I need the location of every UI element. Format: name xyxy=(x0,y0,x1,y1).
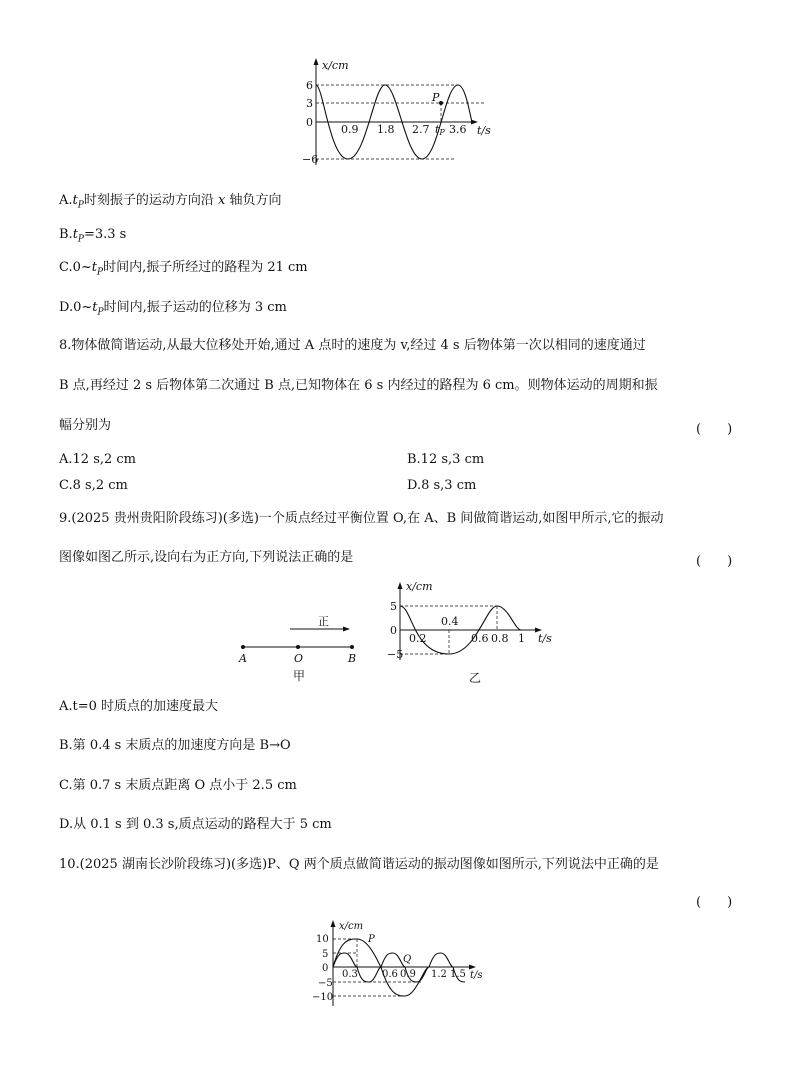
label-p: P xyxy=(368,934,375,945)
q7-option-d: $D.0\sim t_P$时间内,振子运动的位移为 3 cm xyxy=(59,300,287,318)
q8-option-a: A.12 s,2 cm xyxy=(59,452,137,467)
y-axis-label: x/cm xyxy=(322,59,349,72)
q10-line-1: 10.(2025 湖南长沙阶段练习)(多选)P、Q 两个质点做简谐运动的振动图像如图所示,下列说法中正确的是 xyxy=(59,857,659,872)
caption-yi: 乙 xyxy=(469,671,482,685)
x-tick-0.4: 0.4 xyxy=(441,615,459,628)
y-tick-10: 10 xyxy=(316,934,329,945)
x-tick-1.8: 1.8 xyxy=(377,123,395,136)
q8-option-d: D.8 s,3 cm xyxy=(407,478,477,493)
caption-jia: 甲 xyxy=(293,669,306,683)
label-a: A xyxy=(239,652,247,665)
label-b: B xyxy=(348,652,357,665)
q7-option-a: $A.t_P$时刻振子的运动方向沿 x 轴负方向 xyxy=(59,193,282,211)
y-tick-0: 0 xyxy=(390,624,397,637)
y-axis-label: x/cm xyxy=(406,580,433,593)
q8-option-c: C.8 s,2 cm xyxy=(59,478,128,493)
q9-line-2: 图像如图乙所示,设向右为正方向,下列说法正确的是 xyxy=(59,550,354,565)
positive-label: 正 xyxy=(318,615,329,628)
q9-option-a: A.t=0 时质点的加速度最大 xyxy=(59,699,219,714)
label-o: O xyxy=(294,652,304,665)
q8-line-3: 幅分别为 xyxy=(59,418,112,433)
x-tick-0.6: 0.6 xyxy=(382,969,398,980)
q9-answer-paren: ( ) xyxy=(696,554,733,569)
y-axis-label: x/cm xyxy=(339,921,364,932)
y-tick-minus5: −5 xyxy=(318,978,333,989)
x-tick-0.2: 0.2 xyxy=(409,632,427,645)
y-tick-6: 6 xyxy=(306,79,313,92)
x-tick-0.6: 0.6 xyxy=(471,632,489,645)
y-axis-arrow xyxy=(331,920,336,927)
y-tick-minus5: −5 xyxy=(387,648,404,661)
y-tick-0: 0 xyxy=(322,963,329,974)
y-tick-5: 5 xyxy=(322,949,329,960)
y-tick-minus6: −6 xyxy=(302,153,319,166)
x-tick-2.7: 2.7 xyxy=(412,123,430,136)
q9-option-b: B.第 0.4 s 末质点的加速度方向是 B→O xyxy=(59,738,291,753)
y-tick-5: 5 xyxy=(390,600,397,613)
x-tick-0.8: 0.8 xyxy=(491,632,509,645)
x-tick-1.5: 1.5 xyxy=(450,969,466,980)
q8-line-1: 8.物体做简谐运动,从最大位移处开始,通过 A 点时的速度为 v,经过 4 s 后物体第一次以相同的速度通过 xyxy=(59,338,646,353)
figure-yi xyxy=(0,570,794,690)
x-axis-arrow xyxy=(469,965,476,970)
figure-x-t-graph-q7 xyxy=(0,0,794,180)
q9-line-1: 9.(2025 贵州贵阳阶段练习)(多选)一个质点经过平衡位置 O,在 A、B 间做简谐运动,如图甲所示,它的振动 xyxy=(59,511,664,526)
x-axis-label: t/s xyxy=(477,124,491,137)
x-tick-3.6: 3.6 xyxy=(449,123,467,136)
q9-option-d: D.从 0.1 s 到 0.3 s,质点运动的路程大于 5 cm xyxy=(59,817,332,832)
x-axis-label: t/s xyxy=(538,632,552,645)
y-tick-minus10: −10 xyxy=(312,992,334,1003)
q10-answer-paren: ( ) xyxy=(696,895,733,910)
q8-option-b: B.12 s,3 cm xyxy=(407,452,485,467)
q9-option-c: C.第 0.7 s 末质点距离 O 点小于 2.5 cm xyxy=(59,778,297,793)
label-q: Q xyxy=(403,954,412,965)
point-p-label: P xyxy=(432,91,440,104)
point-p xyxy=(439,101,443,105)
q8-line-2: B 点,再经过 2 s 后物体第二次通过 B 点,已知物体在 6 s 内经过的路程为 6 cm。则物体运动的周期和振 xyxy=(59,378,658,393)
x-tick-0.9: 0.9 xyxy=(341,123,359,136)
q7-option-c: $C.0\sim t_P$时间内,振子所经过的路程为 21 cm xyxy=(59,260,308,278)
x-tick-1.2: 1.2 xyxy=(431,969,447,980)
x-tick-1: 1 xyxy=(518,632,525,645)
x-tick-tp: tP xyxy=(435,123,445,137)
x-tick-0.9: 0.9 xyxy=(400,969,416,980)
x-axis-label: t/s xyxy=(470,970,483,981)
figure-p-q-graph xyxy=(0,910,794,1020)
x-tick-0.3: 0.3 xyxy=(342,969,358,980)
y-axis-arrow xyxy=(314,58,319,65)
q8-answer-paren: ( ) xyxy=(696,422,733,437)
q7-option-b: $B.t_P=3.3$ s xyxy=(59,227,127,245)
y-tick-3: 3 xyxy=(306,97,313,110)
y-axis-arrow xyxy=(398,582,403,589)
y-tick-0: 0 xyxy=(306,116,313,129)
